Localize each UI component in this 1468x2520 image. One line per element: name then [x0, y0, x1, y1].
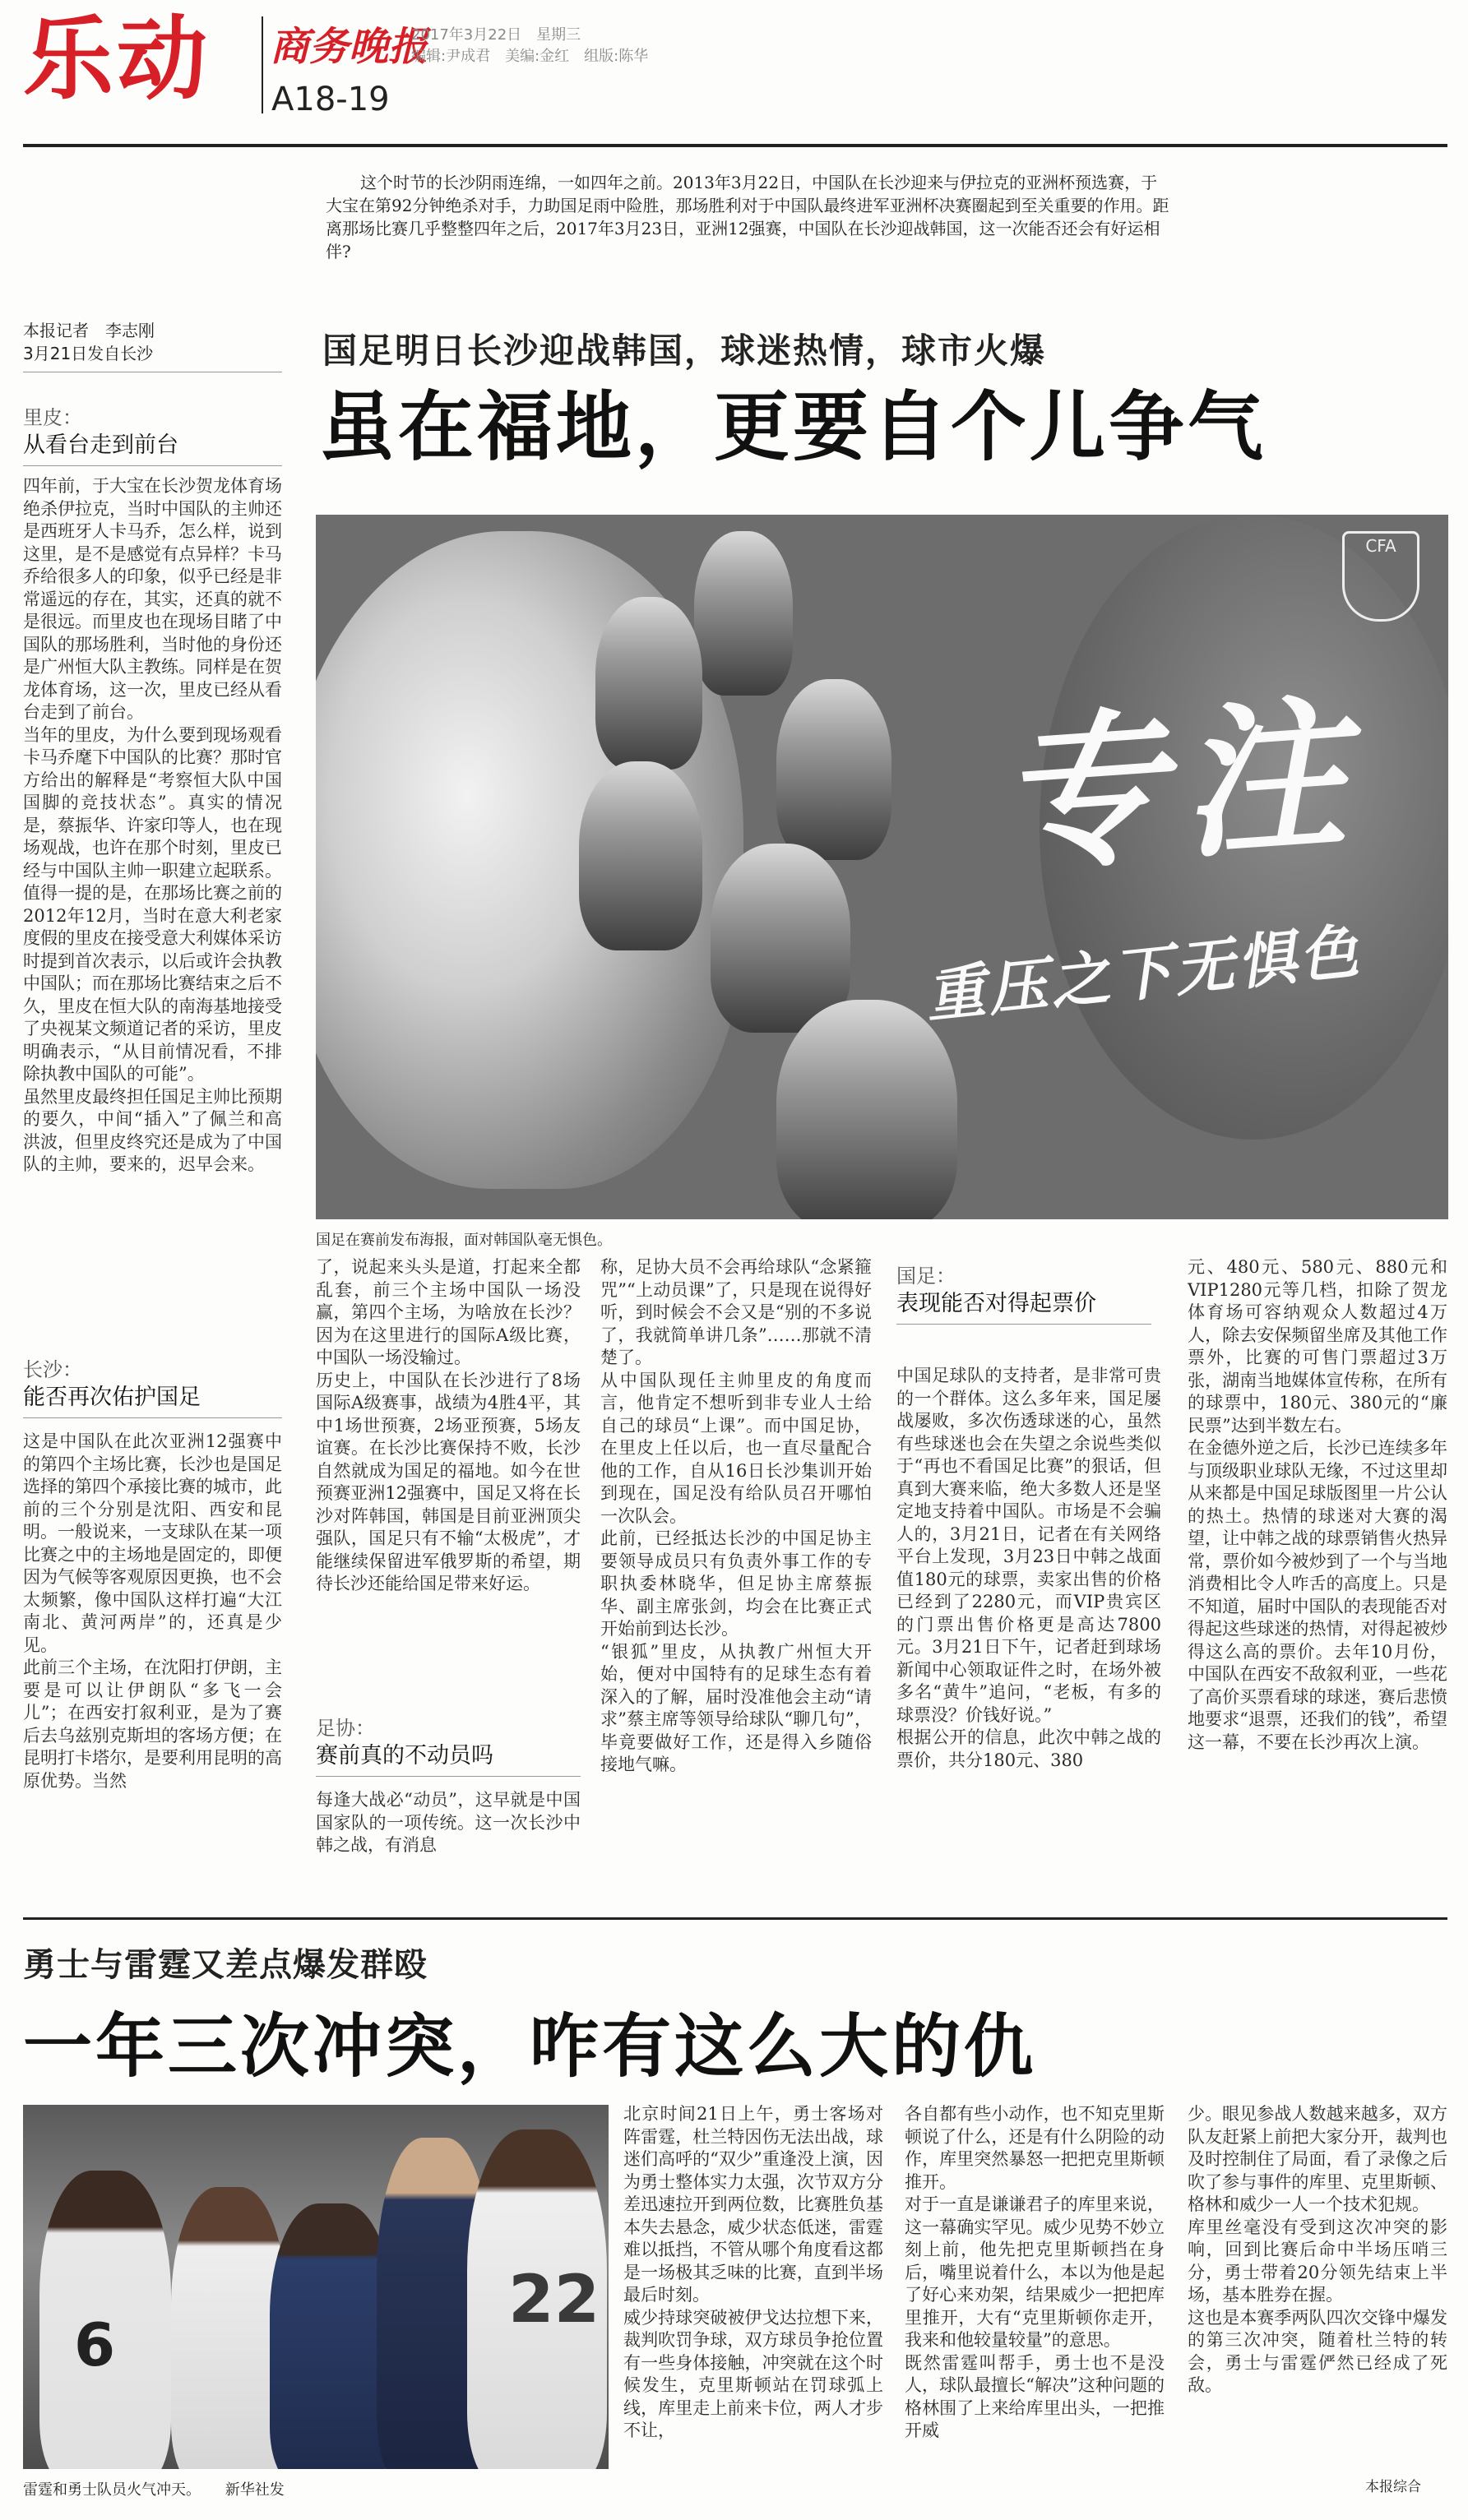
newspaper-brand-logo: 商务晚报 [270, 24, 428, 70]
article1-column-mid-1: 了，说起来头头是道，打起来全都乱套，前三个主场中国队一场没赢，第四个主场，为啥放在长沙？因为在这里进行的国际A级比赛，中国队一场没输过。 历史上，中国队在长沙进行了8场国际A级赛事，战绩为4胜4平，其中1场世预赛，2场亚预赛，5场友谊赛。在长沙比赛保持不败，长沙自然就成为国足的福地。如今在世预赛亚洲12强赛中，国足又将在长沙对阵韩国，韩国是目前亚洲顶尖强队，国足只有不输“太极虎”，才能继续保留进军俄罗斯的希望，期待长沙还能给国足带来好运。 [316, 1257, 581, 1593]
poster-player [711, 844, 850, 1033]
masthead-rule [23, 144, 1447, 147]
cfa-badge-icon [1342, 531, 1419, 622]
poster-player [694, 531, 793, 696]
article2-source: 本报综合 [1365, 2479, 1421, 2495]
section-title: 从看台走到前台 [23, 431, 282, 466]
article2-column-2: 各自都有些小动作，也不知克里斯顿说了什么，还是有什么阴险的动作，库里突然暴怒一把把克里斯顿推开。 对于一直是谦谦君子的库里来说，这一幕确实罕见。威少见势不妙立刻上前，他先把克里斯顿挡在身后，嘴里说着什么，本以为他是起了好心来劝架，结果威少一把把库里推开，大有“克里斯顿你走开，我来和他较量较量”的意思。 既然雷霆叫帮手，勇士也不是没人，球队最擅长“解决”这种问题的格林围了上来给库里出头，一把推开威 [905, 2104, 1165, 2440]
poster-player [579, 761, 702, 950]
issue-meta [411, 25, 648, 67]
article1-column-4: 中国足球队的支持者，是非常可贵的一个群体。这么多年来，国足屡战屡败，多次伤透球迷的心，虽然有些球迷也会在失望之余说些类似于“再也不看国足比赛”的狠话，但真到大赛来临，绝大多数人还是坚定地支持着中国队。市场是不会骗人的，3月21日，记者在有关网络平台上发现，3月23日中韩之战面值180元的球票，卖家出售的价格已经到了2280元，而VIP贵宾区的门票出售价格更是高达7800元。3月21日下午，记者赶到球场新闻中心领取证件之时，在场外被多名“黄牛”追问，“老板，有多的球票没？价钱好说。” 根据公开的信息，此次中韩之战的票价，共分180元、380 [896, 1366, 1161, 1770]
section-team [896, 1263, 1151, 1325]
section-title: 能否再次佑护国足 [23, 1383, 282, 1418]
poster-players-group [530, 531, 1040, 1219]
poster-slogan: 重压之下无惧色 [922, 915, 1365, 1031]
section-name: 乐动 [23, 7, 211, 112]
page-number: A18-19 [271, 81, 390, 118]
article1-column-left-2: 这是中国队在此次亚洲12强赛中的第四个主场比赛，长沙也是国足选择的第四个承接比赛的城市，此前的三个分别是沈阳、西安和昆明。一般说来，一支球队在某一项比赛之中的主场地是固定的，即便因为气候等客观原因更换，也不会太频繁，像中国队这样打遍“大江南北、黄河两岸”的，还真是少见。 此前三个主场，在沈阳打伊朗，主要是可以让伊朗队“多飞一会儿”；在西安打叙利亚，是为了赛后去乌兹别克斯坦的客场方便；在昆明打卡塔尔，是要利用昆明的高原优势。当然 [23, 1431, 282, 1791]
article2-column-1: 北京时间21日上午，勇士客场对阵雷霆，杜兰特因伤无法出战，球迷们高呼的“双少”重逢没上演，因为勇士整体实力太强，次节双方分差迅速拉开到两位数，比赛胜负基本失去悬念，威少状态低迷，雷霆难以抵挡，不管从哪个角度看这都是一场极其乏味的比赛，直到半场最后时刻。 威少持球突破被伊戈达拉想下来，裁判吹罚争球，双方球员争抢位置有一些身体接触，冲突就在这个时候发生，克里斯顿站在罚球弧上线，库里走上前来卡位，两人才步不让， [623, 2104, 883, 2440]
cfa-badge-label: CFA [1365, 536, 1396, 556]
section-cfa [316, 1715, 581, 1777]
photo-player [171, 2187, 286, 2469]
section-kicker: 国足： [896, 1265, 956, 1288]
article1-column-3: 称，足协大员不会再给球队“念紧箍咒”“上动员课”了，只是现在说得好听，到时候会不会又是“别的不多说了，我就简单讲几条”……那就不清楚了。 从中国队现任主帅里皮的角度而言，他肯定不想听到非专业人士给自己的球员“上课”。而中国足协，在里皮上任以后，也一直尽量配合他的工作，自从16日长沙集训开始到现在，国足没有给队员召开哪怕一次队会。 此前，已经抵达长沙的中国足协主要领导成员只有负责外事工作的专职执委林晓华，但足协主席蔡振华、副主席张剑，均会在比赛正式开始前到达长沙。 “银狐”里皮，从执教广州恒大开始，便对中国特有的足球生态有着深入的了解，届时没准他会主动“请求”蔡主席等领导给球队“聊几句”，毕竟要做好工作，还是得入乡随俗接地气嘛。 [600, 1257, 872, 1774]
issue-editors: 编辑:尹成君 美编:金红 组版:陈华 [411, 48, 649, 65]
article-intro: 这个时节的长沙阴雨连绵，一如四年之前。2013年3月22日，中国队在长沙迎来与伊拉克的亚洲杯预选赛，于大宝在第92分钟绝杀对手，力助国足雨中险胜，那场胜利对于中国队最终进军亚洲杯决赛圈起到至关重要的作用。距离那场比赛几乎整整四年之后，2017年3月23日，亚洲12强赛，中国队在长沙迎战韩国，这一次能否还会有好运相伴? [326, 173, 1169, 261]
poster-calligraphy: 专注 [993, 676, 1368, 895]
article2-headline: 一年三次冲突，咋有这么大的仇 [23, 2006, 1037, 2087]
article1-column-5: 元、480元、580元、880元和VIP1280元等几档，扣除了贺龙体育场可容纳观众人数超过4万人，除去安保频留坐席及其他工作票外，比赛的可售门票超过3万张，湖南当地媒体宣传称，在所有的球票中，180元、380元的“廉民票”达到半数左右。 在金德外逆之后，长沙已连续多年与顶级职业球队无缘，不过这里却从来都是中国足球版图里一片公认的热土。热情的球迷对大赛的渴望，让中韩之战的球票销售火热异常，票价如今被炒到了一个与当地消费相比令人咋舌的高度上。只是不知道，届时中国队的表现能否对得起这些球迷的热情，对得起被炒得这么高的票价。去年10月份，中国队在西安不敌叙利亚，一些花了高价买票看球的球迷，赛后悲愤地要求“退票，还我们的钱”，希望这一幕，不要在长沙再次上演。 [1188, 1257, 1447, 1752]
poster-player [776, 679, 891, 860]
section-title: 赛前真的不动员吗 [316, 1741, 581, 1777]
poster-caption: 国足在赛前发布海报，面对韩国队毫无惧色。 [316, 1232, 612, 1249]
article1-deck: 国足明日长沙迎战韩国，球迷热情，球市火爆 [322, 331, 1047, 371]
byline [23, 319, 282, 365]
photo-caption-text: 雷霆和勇士队员火气冲天。 [23, 2481, 201, 2499]
story-divider [23, 1917, 1447, 1920]
article1-column-mid-2: 每逢大战必“动员”，这早就是中国国家队的一项传统。这一次长沙中韩之战，有消息 [316, 1790, 581, 1855]
jersey-number: 6 [74, 2310, 116, 2379]
poster-player [595, 597, 702, 770]
section-kicker: 足协： [316, 1717, 375, 1740]
section-kicker: 长沙： [23, 1358, 82, 1381]
article2-deck: 勇士与雷霆又差点爆发群殴 [23, 1946, 428, 1984]
article1-headline: 虽在福地，更要自个儿争气 [319, 383, 1267, 471]
section-title: 表现能否对得起票价 [896, 1289, 1151, 1325]
masthead-divider [262, 16, 263, 113]
team-poster-image [316, 515, 1448, 1219]
issue-date: 2017年3月22日 星期三 [411, 26, 581, 44]
article1-column-left-1: 四年前，于大宝在长沙贺龙体育场绝杀伊拉克，当时中国队的主帅还是西班牙人卡马乔，怎么样，说到这里，是不是感觉有点异样？卡马乔给很多人的印象，似乎已经是非常遥远的存在，其实，还真的就不是很远。而里皮也在现场目睹了中国队的那场胜利，当时他的身份还是广州恒大队主教练。同样是在贺龙体育场，这一次，里皮已经从看台走到了前台。 当年的里皮，为什么要到现场观看卡马乔麾下中国队的比赛？那时官方给出的解释是“考察恒大队中国国脚的竞技状态”。真实的情况是，蔡振华、许家印等人，也在现场观战，也许在那个时刻，里皮已经与中国队主帅一职建立起联系。值得一提的是，在那场比赛之前的2012年12月，当时在意大利老家度假的里皮在接受意大利媒体采访时提到首次表示，以后或许会执教中国队；而在那场比赛结束之后不久，里皮在恒大队的南海基地接受了央视某文频道记者的采访，里皮明确表示，“从目前情况看，不排除执教中国队的可能”。 虽然里皮最终担任国足主帅比预期的要久，中间“插入”了佩兰和高洪波，但里皮终究还是成为了中国队的主帅，要来的，迟早会来。 [23, 476, 282, 1174]
photo-player [270, 2203, 393, 2469]
jersey-number: 22 [508, 2261, 600, 2337]
basketball-scuffle-photo [23, 2105, 609, 2469]
section-kicker: 里皮： [23, 406, 82, 429]
section-changsha [23, 1357, 282, 1418]
section-lippi [23, 405, 282, 466]
photo-credit: 新华社发 [225, 2481, 285, 2499]
article2-column-3: 少。眼见参战人数越来越多，双方队友赶紧上前把大家分开，裁判也及时控制住了局面，看了录像之后吹了参与事件的库里、克里斯顿、格林和威少一人一个技术犯规。 库里丝毫没有受到这次冲突的影响，回到比赛后命中半场压哨三分，勇士带着20分领先结束上半场，基本胜券在握。 这也是本赛季两队四次交锋中爆发的第三次冲突，随着杜兰特的转会，勇士与雷霆俨然已经成了死敌。 [1188, 2104, 1447, 2395]
byline-reporter: 本报记者 李志刚 [23, 321, 155, 340]
byline-dateline: 3月21日发自长沙 [23, 344, 154, 363]
photo-caption [23, 2478, 285, 2499]
